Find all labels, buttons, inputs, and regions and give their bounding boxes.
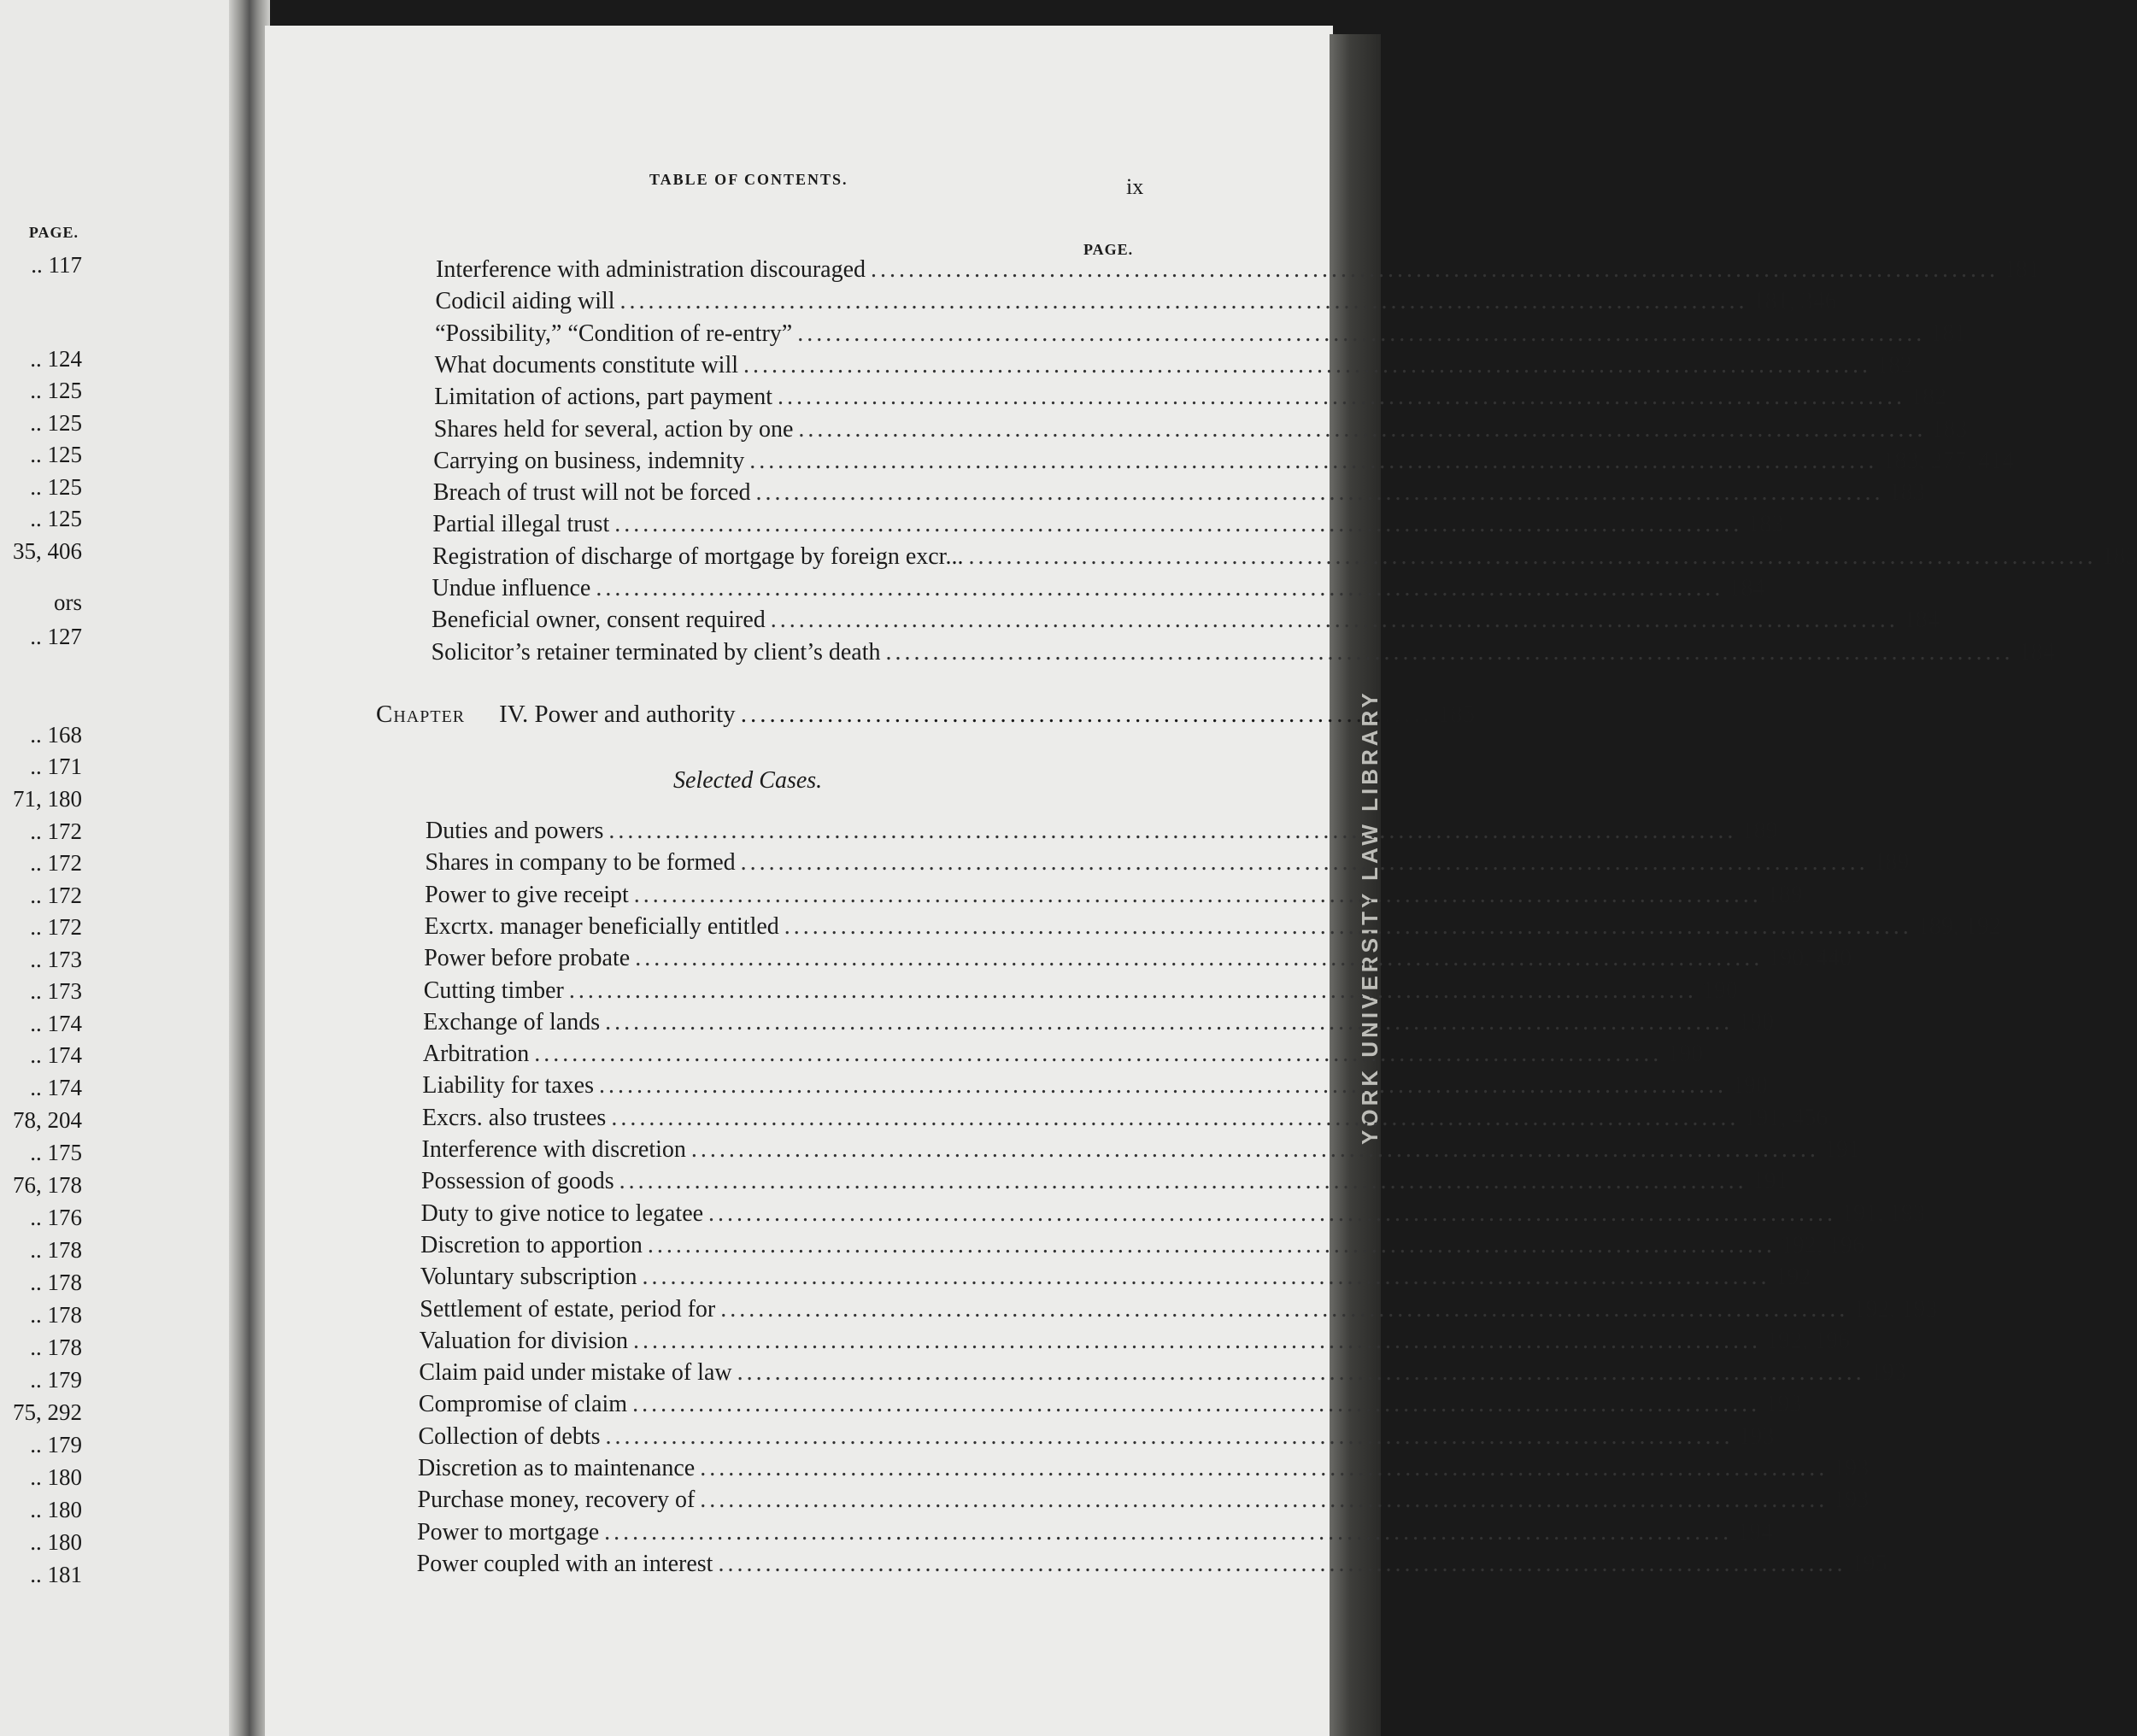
- toc-entry-page: 189: [1766, 881, 1803, 908]
- leader-dots: ........................................................................................................................: [647, 1231, 1776, 1258]
- toc-entry-page: 193: [1738, 1422, 1775, 1450]
- leader-dots: ........................................................................................................................: [619, 288, 1748, 315]
- toc-entry-label: Duty to give notice to legatee: [420, 1199, 704, 1227]
- leader-dots: ........................................................................................................................: [608, 818, 1737, 844]
- chapter-page: 185: [1437, 701, 1476, 728]
- left-page-entry: .. 117: [31, 252, 82, 278]
- left-page-entry: .. 172: [30, 914, 82, 940]
- toc-entry: [432, 542, 2137, 571]
- toc-entry-page: 195: [1851, 1550, 1887, 1577]
- leader-dots: ........................................................................................................................: [755, 479, 1884, 507]
- book-gutter: [229, 0, 270, 1736]
- section-heading: Selected Cases.: [673, 767, 823, 794]
- left-page-entry: .. 174: [30, 1075, 82, 1100]
- left-page-entry: 71, 180: [13, 786, 82, 812]
- left-page-entry: .. 178: [30, 1302, 82, 1328]
- left-page-entry: .. 175: [30, 1140, 82, 1165]
- toc-entry-label: Discretion as to maintenance: [418, 1455, 696, 1481]
- toc-entry: [426, 818, 1778, 845]
- toc-entry-page: 182: [1910, 384, 1946, 411]
- toc-entry-page: 194: [1737, 1518, 1774, 1545]
- leader-dots: ........................................................................................................................: [720, 1295, 1849, 1323]
- toc-entry: [432, 511, 1784, 538]
- leader-dots: ........................................................................................................................: [749, 447, 1878, 474]
- left-page-entry: .. 125: [30, 378, 82, 403]
- toc-entry: [423, 1008, 1775, 1036]
- left-page-entry: 75, 292: [13, 1399, 82, 1425]
- toc-entry-label: Partial illegal trust: [432, 511, 610, 538]
- left-page-entry: .. 173: [30, 978, 82, 1004]
- left-page-entry: .. 181: [30, 1562, 82, 1587]
- toc-entry-page: 189: [1873, 849, 1910, 877]
- toc-entry-label: Limitation of actions, part payment: [434, 384, 772, 411]
- toc-entry: [435, 320, 1967, 348]
- toc-entry: [433, 415, 1968, 443]
- leader-dots: ........................................................................................................................: [885, 638, 2014, 666]
- toc-entry: [424, 945, 1852, 972]
- toc-entry: [420, 1199, 1926, 1228]
- toc-entry-page: 190: [1667, 1041, 1704, 1068]
- leader-dots: ........................................................................................................................: [743, 351, 1872, 378]
- leader-dots: ........................................................................................................................: [798, 415, 1927, 443]
- leader-dots: ........................................................................: [740, 701, 1433, 728]
- toc-entry-page: 190: [1701, 976, 1738, 1004]
- toc-entry-label: Discretion to apportion: [420, 1231, 643, 1258]
- leader-dots: ........................................................................................................................: [737, 1359, 1865, 1387]
- left-page-entry: .. 179: [30, 1432, 82, 1457]
- toc-entry-page: 181, 346: [1752, 288, 1837, 315]
- toc-entry-label: Shares in company to be formed: [425, 849, 736, 877]
- toc-entry-page: 184: [2018, 638, 2055, 666]
- leader-dots: ........................................................................................................................: [633, 1327, 1761, 1354]
- toc-entry: [431, 638, 2055, 666]
- toc-entry: [418, 1455, 1870, 1482]
- toc-entry-label: Valuation for division: [419, 1327, 628, 1354]
- toc-entry-label: Power to mortgage: [417, 1518, 600, 1545]
- toc-entry: [416, 1550, 1887, 1578]
- toc-entry-page: 191: [1752, 1168, 1788, 1195]
- page-column-label: PAGE.: [1083, 241, 1134, 258]
- toc-entry-label: Carrying on business, indemnity: [433, 447, 745, 474]
- toc-entry-label: Duties and powers: [426, 818, 604, 844]
- toc-entry-page: 183: [1888, 479, 1925, 507]
- toc-entry-label: Excrtx. manager beneficially entitled: [424, 912, 779, 940]
- toc-entry-label: Shares held for several, action by one: [433, 415, 794, 443]
- toc-entry: [432, 607, 1940, 634]
- leader-dots: ........................................................................................................................: [777, 384, 1905, 411]
- chapter-title: IV. Power and authority: [499, 701, 736, 728]
- toc-entry-label: Arbitration: [422, 1041, 530, 1068]
- toc-entry-label: Power to give receipt: [425, 881, 629, 908]
- toc-entry-label: Purchase money, recovery of: [417, 1487, 696, 1514]
- toc-entry-label: Power before probate: [424, 945, 631, 972]
- leader-dots: ........................................................................................................................: [708, 1199, 1837, 1227]
- running-header: TABLE OF CONTENTS.: [649, 171, 848, 188]
- left-page-entry: 78, 204: [13, 1107, 82, 1133]
- toc-entry-page: 190: [1732, 1072, 1768, 1100]
- toc-entry: [422, 1041, 1704, 1068]
- left-page-entry: .. 127: [30, 624, 82, 649]
- toc-entry: [419, 1327, 1850, 1355]
- leader-dots: ........................................................................................................................: [871, 256, 1999, 283]
- toc-entry-page: 183: [1747, 511, 1784, 538]
- toc-entry-page: 193: [1765, 1391, 1802, 1418]
- leader-dots: ........................................................................................................................: [635, 945, 1764, 972]
- leader-dots: ........................................................................................................................: [596, 575, 1724, 601]
- toc-entry: [434, 351, 1913, 379]
- toc-entry: [422, 1072, 1768, 1100]
- toc-entry-page: 191, 456: [1744, 1104, 1829, 1131]
- toc-entry-label: “Possibility,” “Condition of re-entry”: [435, 320, 793, 347]
- toc-entry-page: 191, 193: [1841, 1199, 1926, 1227]
- toc-entry-page: 192, 196: [1766, 1327, 1850, 1354]
- toc-entry-label: Exchange of lands: [423, 1008, 601, 1035]
- left-page-entry: 76, 178: [13, 1172, 82, 1198]
- toc-entry: [424, 912, 2001, 941]
- toc-entry: [423, 976, 1738, 1005]
- toc-entry-page: 193: [1870, 1359, 1906, 1387]
- toc-entry-label: Collection of debts: [418, 1422, 601, 1450]
- left-page-entry: .. 173: [30, 947, 82, 972]
- toc-entry-page: 190: [1738, 1008, 1775, 1035]
- left-page-entry: .. 172: [30, 850, 82, 876]
- toc-entry-page: 191: [1823, 1136, 1860, 1163]
- toc-entry-page: 193: [1833, 1455, 1870, 1481]
- left-page-entry: .. 174: [30, 1042, 82, 1068]
- left-page-entry: .. 125: [30, 474, 82, 500]
- toc-entry: [420, 1264, 1811, 1291]
- leader-dots: ........................................................................................................................: [718, 1550, 1846, 1577]
- toc-entry-page: 183: [1931, 415, 1968, 443]
- toc-entry-page: 183, 277, 414: [1882, 447, 2015, 474]
- left-page-entry: .. 179: [30, 1367, 82, 1393]
- left-page-entry: .. 124: [30, 346, 82, 372]
- toc-entry-label: Solicitor’s retainer terminated by client’s death: [431, 638, 881, 666]
- toc-entry: [425, 849, 1910, 877]
- toc-entry-label: Claim paid under mistake of law: [419, 1359, 732, 1387]
- leader-dots: ........................................................................................................................: [604, 1518, 1733, 1545]
- leader-dots: ........................................................................................................................: [605, 1422, 1734, 1450]
- leader-dots: ........................................................................................................................: [611, 1104, 1740, 1131]
- toc-entry-label: Voluntary subscription: [420, 1264, 637, 1291]
- toc-entry-label: Cutting timber: [423, 976, 564, 1004]
- leader-dots: ........................................................................................................................: [599, 1072, 1727, 1100]
- left-page-entry: .. 172: [30, 818, 82, 844]
- toc-entry-label: Undue influence: [432, 575, 591, 601]
- toc-entry: [418, 1391, 1802, 1418]
- toc-entry-label: Interference with discretion: [421, 1136, 686, 1163]
- toc-entry: [421, 1168, 1788, 1195]
- toc-entry-label: What documents constitute will: [434, 351, 739, 378]
- toc-entry-page: 181: [1930, 320, 1967, 347]
- left-page-entry: .. 176: [30, 1205, 82, 1230]
- toc-entry-page: 184: [1903, 607, 1940, 634]
- toc-entry: [433, 447, 2015, 475]
- left-page-entry: .. 180: [30, 1497, 82, 1522]
- toc-entry-page: 192, 193: [1853, 1295, 1938, 1323]
- toc-entry: [435, 288, 1837, 315]
- toc-entry: [425, 881, 1803, 909]
- left-page-entry: .. 178: [30, 1270, 82, 1295]
- toc-entry-page: 192: [1775, 1264, 1811, 1291]
- toc-entry-label: Settlement of estate, period for: [420, 1295, 716, 1323]
- left-page-entry: .. 125: [30, 410, 82, 436]
- left-page-label: PAGE.: [28, 224, 79, 241]
- toc-entry: [419, 1359, 1906, 1387]
- toc-entry: [421, 1104, 1829, 1132]
- left-page-entry: .. 178: [30, 1334, 82, 1360]
- leader-dots: ........................................................................................................................: [700, 1487, 1829, 1514]
- leader-dots: ........................................................................................................................: [784, 912, 1912, 940]
- leader-dots: ........................................................................................................................: [797, 320, 1926, 347]
- leader-dots: ........................................................................................................................: [605, 1008, 1734, 1035]
- leader-dots: ........................................................................................................................: [642, 1264, 1770, 1291]
- toc-entry: [420, 1231, 1864, 1259]
- leader-dots: ........................................................................................................................: [690, 1136, 1819, 1163]
- leader-dots: ........................................................................................................................: [534, 1041, 1663, 1068]
- leader-dots: ........................................................................................................................: [700, 1455, 1829, 1481]
- toc-entry-label: Possession of goods: [421, 1168, 614, 1195]
- left-page-entry: 35, 406: [13, 538, 82, 564]
- toc-entry-page: 192, 196: [1780, 1231, 1864, 1258]
- leader-dots: ........................................................................................................................: [633, 881, 1762, 908]
- toc-entry-label: Beneficial owner, consent required: [432, 607, 766, 634]
- toc-entry-label: Liability for taxes: [422, 1072, 594, 1100]
- toc-entry-page: 189, 192: [1917, 912, 2001, 940]
- leader-dots: ........................................................................................................................: [614, 511, 1743, 538]
- toc-entry: [434, 384, 1946, 411]
- toc-entry-label: Interference with administration discouraged: [436, 256, 866, 283]
- leader-dots: ........................................................................................................................: [568, 976, 1697, 1004]
- toc-entry: [432, 479, 1925, 507]
- leader-dots: ........................................................................................................................: [619, 1168, 1747, 1195]
- toc-entry-label: Breach of trust will not be forced: [432, 479, 751, 507]
- left-page-entry: .. 178: [30, 1237, 82, 1263]
- toc-entry-page: 182: [1876, 351, 1913, 378]
- toc-entry: [420, 1295, 1938, 1323]
- left-page-entry: .. 171: [30, 754, 82, 779]
- leader-dots: ........................................................................................................................: [632, 1391, 1761, 1418]
- toc-entry-label: Excrs. also trustees: [421, 1104, 607, 1131]
- left-page-entry: .. 125: [30, 506, 82, 531]
- toc-entry-page: 189: [1741, 818, 1778, 844]
- leader-dots: ........................................................................................................................: [968, 542, 2097, 570]
- spine-stamp: YORK UNIVERSITY LAW LIBRARY: [1357, 689, 1383, 1145]
- left-page-entry: .. 174: [30, 1011, 82, 1036]
- toc-entry-label: Power coupled with an interest: [416, 1550, 713, 1577]
- toc-entry: [421, 1136, 1860, 1164]
- toc-entry-label: Codicil aiding will: [435, 288, 615, 315]
- left-page-entry: .. 125: [30, 442, 82, 467]
- toc-entry-page: 181: [2004, 256, 2040, 283]
- left-page-entry: ors: [54, 589, 82, 615]
- left-page-entry: .. 180: [30, 1464, 82, 1490]
- left-page: [0, 0, 250, 1736]
- left-page-entry: .. 180: [30, 1529, 82, 1555]
- toc-entry-label: Registration of discharge of mortgage by foreign excr...: [432, 542, 964, 570]
- toc-entry-page: 184: [1729, 575, 1765, 601]
- toc-entry-label: Compromise of claim: [418, 1391, 628, 1418]
- leader-dots: ........................................................................................................................: [740, 849, 1869, 877]
- toc-entry: [417, 1487, 1870, 1514]
- toc-entry: [436, 256, 2040, 284]
- toc-entry-page: 193: [1833, 1487, 1870, 1514]
- toc-entry-page: 183: [2101, 542, 2137, 570]
- toc-entry-page: 190, 440: [1768, 945, 1852, 972]
- left-page-entry: .. 168: [30, 722, 82, 748]
- toc-entry: [417, 1518, 1774, 1546]
- left-page-entry: .. 172: [30, 883, 82, 908]
- chapter-keyword: Chapter: [376, 701, 466, 728]
- page-number: ix: [1126, 174, 1144, 199]
- toc-entry: [432, 575, 1765, 602]
- leader-dots: ........................................................................................................................: [770, 607, 1899, 634]
- toc-entry: [418, 1422, 1775, 1451]
- chapter-heading: [376, 701, 1476, 729]
